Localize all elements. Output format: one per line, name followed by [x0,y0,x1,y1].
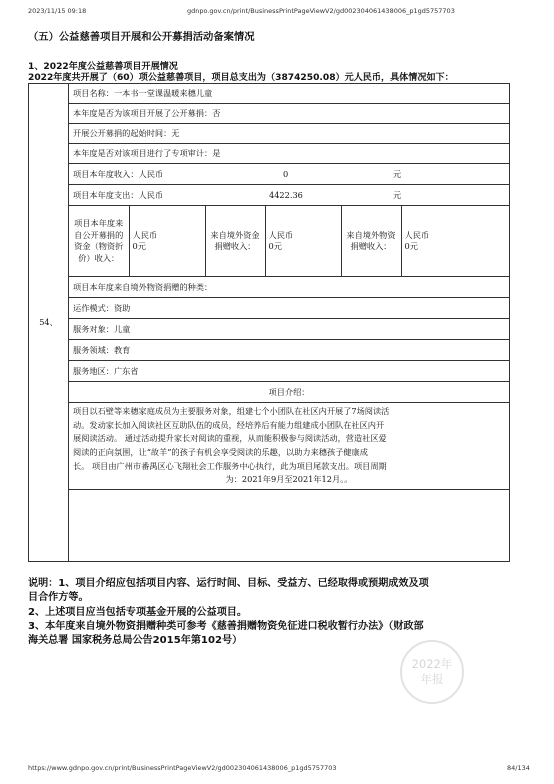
income-breakdown-row [69,206,510,277]
income-unit: 元 [393,168,402,179]
note-line: 2、上述项目应当包括专项基金开展的公益项目。 [28,606,247,618]
subtitle: 1、2022年度公益慈善项目开展情况 [28,62,178,72]
project-table [28,83,510,562]
intro-line: 为：2021年9月至2021年12月。。 [225,474,353,485]
expense-unit: 元 [393,189,402,200]
service-field: 服务领域：教育 [69,340,510,361]
section-title: （五）公益慈善项目开展和公开募捐活动备案情况 [28,31,255,43]
note-line: 说明：1、项目介绍应包括项目内容、运行时间、目标、受益方、已经取得或预期成效及项 [28,578,429,589]
intro-line: 项目以石壁等来穗家庭成员为主要服务对象，组建七个小团队在社区内开展了7场阅读活 [73,406,390,417]
special-audit: 本年度是否对该项目进行了专项审计：是 [69,144,510,164]
expense-row [69,185,510,206]
foreign-goods-types: 项目本年度来自境外物资捐赠的种类： [69,277,510,298]
foreign-cash-currency: 人民币 [268,230,294,240]
income-label: 项目本年度收入：人民币 [73,168,164,179]
service-target: 服务对象：儿童 [69,319,510,340]
note-line: 海关总署 国家税务总局公告2015年第102号） [28,635,243,647]
public-funds-value: 0元 [132,241,146,251]
foreign-cash-value: 0元 [268,241,282,251]
foreign-goods-label: 来自境外物资捐赠收入： [341,206,401,276]
project-name: 项目名称：一本书一堂课温暖来穗儿童 [69,84,510,104]
notes [28,577,528,648]
print-url-header: gdnpo.gov.cn/print/BusinessPrintPageViewV2/gd002304061438006_p1gd5757703 [187,7,455,15]
expense-value: 4422.36 [269,189,303,200]
foreign-goods-value: 0元 [404,241,418,251]
annual-report-stamp [400,640,464,704]
intro-title: 项目介绍： [69,382,510,403]
intro-text [69,403,510,490]
project-index: 54、 [29,84,69,562]
foreign-goods-currency: 人民币 [404,230,430,240]
stamp-line: 年报 [420,672,444,686]
intro-line: 展阅读活动。 通过活动提升家长对阅读的重视，从而能积极参与阅读活动，营造社区爱 [73,433,387,444]
stamp-line: 2022年 [411,657,453,671]
note-line: 3、本年度来自境外物资捐赠种类可参考《慈善捐赠物资免征进口税收暂行办法》（财政部 [28,620,424,632]
print-url-footer: https://www.gdnpo.gov.cn/print/BusinessPrintPageViewV2/gd002304061438006_p1gd5757703 [28,764,337,772]
service-area: 服务地区：广东省 [69,361,510,382]
income-row [69,164,510,185]
print-datetime: 2023/11/15 09:18 [28,7,87,15]
income-value: 0 [283,168,289,179]
public-funds-currency: 人民币 [132,230,158,240]
public-funds-label: 项目本年度来自公开募捐的资金（物资折价）收入： [69,206,129,276]
blank-row [69,490,510,562]
note-line: 目合作方等。 [28,592,89,604]
intro-line: 动。发动家长加入阅读社区互助队伍的成员，经培养后有能力组建成小团队在社区内开 [73,419,385,430]
summary-text: 2022年度共开展了（60）项公益慈善项目，项目总支出为（3874250.08）元人民币，具体情况如下： [28,73,454,83]
operation-mode: 运作模式：资助 [69,298,510,319]
intro-line: 长。 项目由广州市番禺区心飞翔社会工作服务中心执行，此为项目尾款支出。项目周期 [73,460,387,471]
intro-line: 阅读的正向氛围，让“故羊”的孩子有机会享受阅读的乐趣，以助力来穗孩子健康成 [73,447,368,457]
page-number: 84/134 [507,764,530,772]
foreign-cash-label: 来自境外资金捐赠收入： [205,206,265,276]
fundraising-start: 开展公开募捐的起始时间：无 [69,124,510,144]
expense-label: 项目本年度支出：人民币 [73,189,164,200]
public-fundraising: 本年度是否为该项目开展了公开募捐：否 [69,104,510,124]
